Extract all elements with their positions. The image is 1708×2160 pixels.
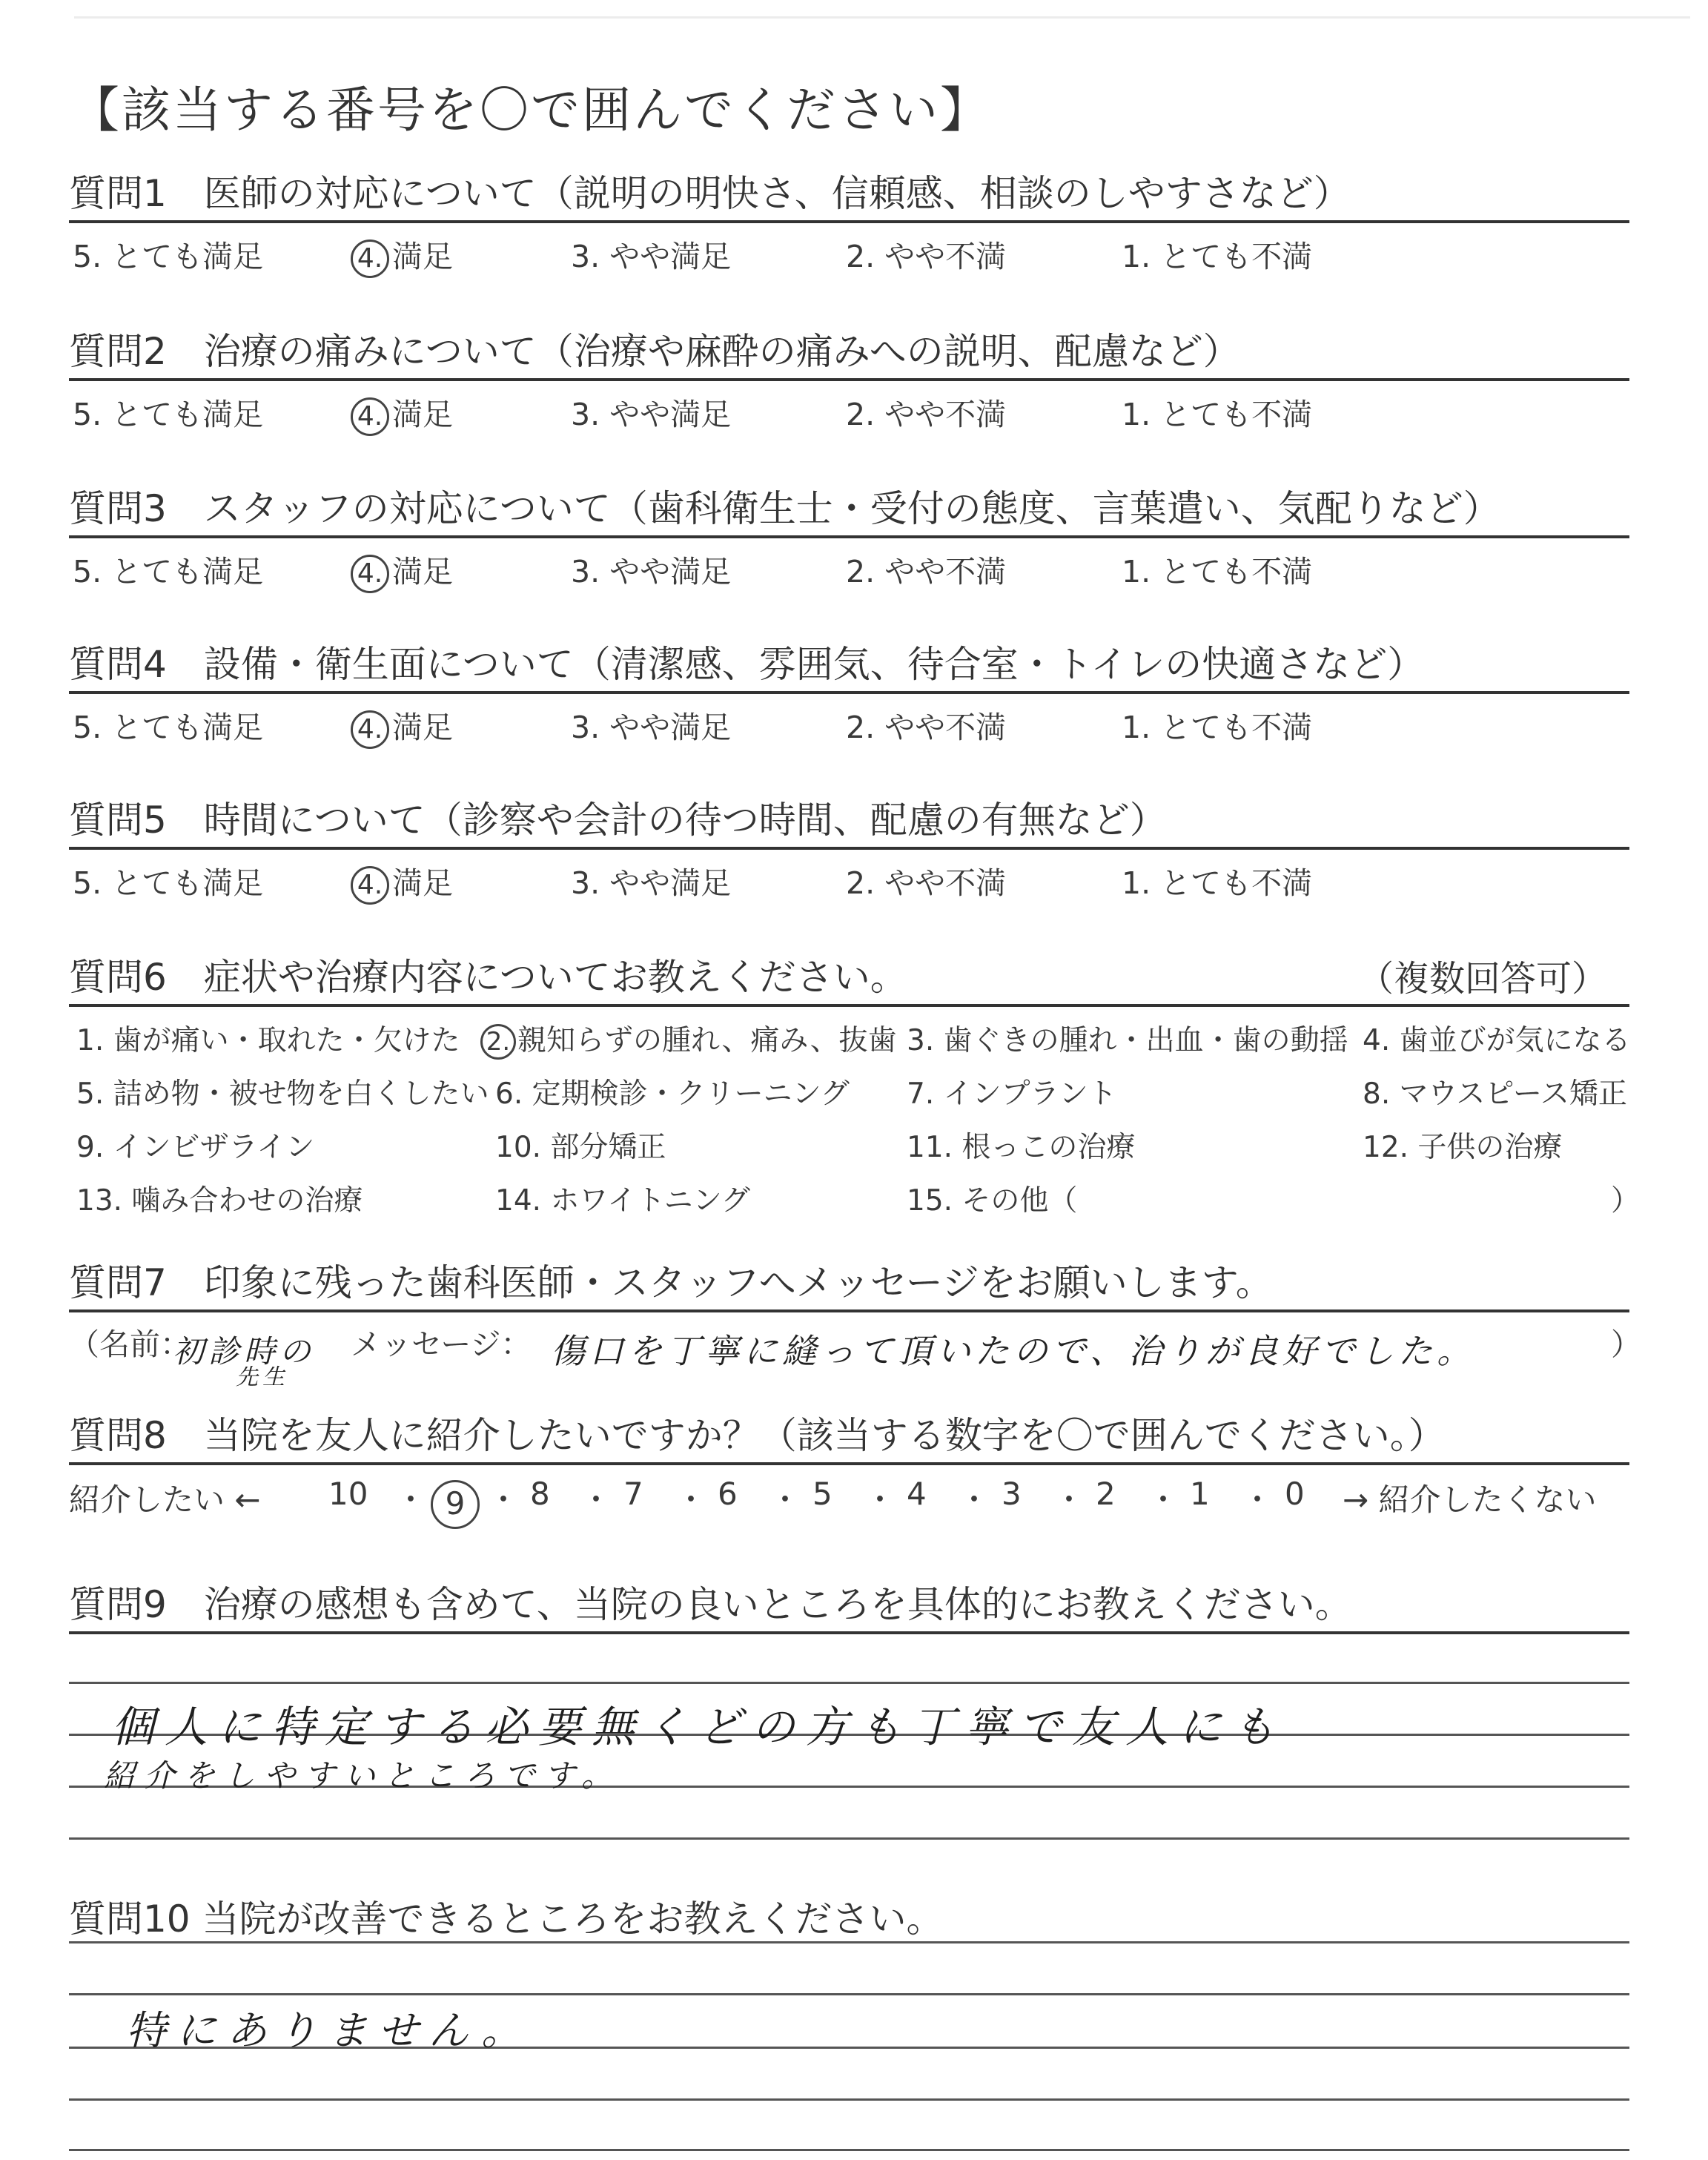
question-3 bbox=[69, 475, 1629, 590]
option-4-selected[interactable] bbox=[351, 547, 453, 593]
q6-option-10[interactable]: 10. 部分矯正 bbox=[495, 1131, 666, 1164]
scale-dot: ・ bbox=[1148, 1482, 1179, 1518]
q7-close-paren: ） bbox=[1611, 1327, 1641, 1362]
message-label: メッセージ： bbox=[351, 1327, 532, 1362]
question-5 bbox=[69, 786, 1629, 902]
question-9-header bbox=[69, 1571, 1629, 1634]
selected-circle: 4. bbox=[351, 240, 389, 278]
option-1[interactable]: 1. とても不満 bbox=[1122, 397, 1313, 432]
question-4-header bbox=[69, 630, 1629, 694]
option-4-label: 満足 bbox=[392, 554, 453, 589]
selected-circle: 4. bbox=[351, 397, 389, 436]
selected-circle: 2. bbox=[480, 1024, 516, 1060]
q6-option-8[interactable]: 8. マウスピース矯正 bbox=[1363, 1077, 1627, 1111]
option-2[interactable]: 2. やや不満 bbox=[846, 865, 1007, 901]
answer-line bbox=[69, 1993, 1629, 1995]
q6-option-15[interactable]: 15. その他（ bbox=[907, 1184, 1078, 1218]
q10-answer[interactable]: 特にありません。 bbox=[126, 2007, 532, 2054]
q6-option-14[interactable]: 14. ホワイトニング bbox=[495, 1184, 750, 1218]
q6-option-3[interactable]: 3. 歯ぐきの腫れ・出血・歯の動揺 bbox=[907, 1024, 1348, 1057]
selected-circle: 4. bbox=[351, 710, 389, 749]
scale-dot: ・ bbox=[395, 1482, 427, 1518]
question-8-header bbox=[69, 1401, 1629, 1465]
option-2[interactable]: 2. やや不満 bbox=[846, 710, 1007, 745]
option-5[interactable]: 5. とても満足 bbox=[73, 554, 264, 589]
question-2 bbox=[69, 317, 1629, 433]
question-5-options bbox=[69, 850, 1629, 902]
question-6-options bbox=[69, 1007, 1641, 1222]
answer-line bbox=[69, 1941, 1629, 1943]
scale-7[interactable]: 7 bbox=[623, 1476, 643, 1512]
option-3[interactable]: 3. やや満足 bbox=[571, 554, 732, 589]
option-3[interactable]: 3. やや満足 bbox=[571, 397, 732, 432]
scale-6[interactable]: 6 bbox=[718, 1476, 738, 1512]
page-top-border bbox=[74, 16, 1690, 19]
option-5[interactable]: 5. とても満足 bbox=[73, 239, 264, 274]
option-3[interactable]: 3. やや満足 bbox=[571, 239, 732, 274]
page-title: 【該当する番号を〇で囲んでください】 bbox=[70, 82, 991, 139]
question-1-label: 質問1 医師の対応について（説明の明快さ、信頼感、相談のしやすさなど） bbox=[69, 172, 1351, 215]
question-7-header bbox=[69, 1249, 1629, 1312]
q6-option-2-label: 親知らずの腫れ、痛み、抜歯 bbox=[517, 1024, 897, 1057]
scale-5[interactable]: 5 bbox=[812, 1476, 833, 1512]
scale-dot: ・ bbox=[488, 1482, 520, 1518]
option-4-selected[interactable] bbox=[351, 390, 453, 436]
name-label: （名前： bbox=[69, 1327, 191, 1362]
question-4 bbox=[69, 630, 1629, 746]
scale-dot: ・ bbox=[959, 1482, 990, 1518]
question-7-answer-row bbox=[69, 1312, 1641, 1390]
question-3-options bbox=[69, 538, 1629, 590]
question-10-label: 質問10 当院が改善できるところをお教えください。 bbox=[69, 1898, 944, 1941]
scale-10[interactable]: 10 bbox=[328, 1476, 368, 1512]
option-3[interactable]: 3. やや満足 bbox=[571, 865, 732, 901]
question-6-label: 質問6 症状や治療内容についてお教えください。 bbox=[69, 956, 907, 999]
question-4-options bbox=[69, 694, 1629, 746]
option-5[interactable]: 5. とても満足 bbox=[73, 397, 264, 432]
q9-answer-line-2[interactable]: 紹介をしやすいところです。 bbox=[104, 1757, 622, 1794]
question-2-header bbox=[69, 317, 1629, 381]
message-handwritten-value[interactable]: 傷口を丁寧に縫って頂いたので、治りが良好でした。 bbox=[551, 1331, 1476, 1371]
scale-right-label: → 紹介したくない bbox=[1343, 1482, 1597, 1518]
option-4-label: 満足 bbox=[392, 397, 453, 432]
q6-option-9[interactable]: 9. インビザライン bbox=[76, 1131, 315, 1164]
option-2[interactable]: 2. やや不満 bbox=[846, 239, 1007, 274]
q6-option-2-selected[interactable] bbox=[480, 1017, 897, 1060]
selected-circle: 4. bbox=[351, 555, 389, 593]
option-4-selected[interactable] bbox=[351, 703, 453, 749]
question-10 bbox=[69, 1885, 1629, 1946]
answer-line bbox=[69, 1837, 1629, 1840]
q6-other-close-paren: ） bbox=[1611, 1184, 1641, 1218]
question-6 bbox=[69, 943, 1641, 1222]
option-2[interactable]: 2. やや不満 bbox=[846, 397, 1007, 432]
option-1[interactable]: 1. とても不満 bbox=[1122, 710, 1313, 745]
scale-4[interactable]: 4 bbox=[907, 1476, 927, 1512]
q6-option-11[interactable]: 11. 根っこの治療 bbox=[907, 1131, 1136, 1164]
scale-1[interactable]: 1 bbox=[1190, 1476, 1210, 1512]
scale-dot: ・ bbox=[864, 1482, 896, 1518]
q6-option-12[interactable]: 12. 子供の治療 bbox=[1363, 1131, 1563, 1164]
question-1-options bbox=[69, 223, 1629, 275]
option-2[interactable]: 2. やや不満 bbox=[846, 554, 1007, 589]
option-3[interactable]: 3. やや満足 bbox=[571, 710, 732, 745]
question-8-label: 質問8 当院を友人に紹介したいですか？（該当する数字を〇で囲んでください。） bbox=[69, 1414, 1446, 1457]
q6-option-7[interactable]: 7. インプラント bbox=[907, 1077, 1117, 1111]
question-3-header bbox=[69, 475, 1629, 538]
option-5[interactable]: 5. とても満足 bbox=[73, 865, 264, 901]
selected-circle: 4. bbox=[351, 866, 389, 905]
question-8 bbox=[69, 1401, 1629, 1522]
scale-3[interactable]: 3 bbox=[1002, 1476, 1022, 1512]
scale-dot: ・ bbox=[769, 1482, 801, 1518]
option-5[interactable]: 5. とても満足 bbox=[73, 710, 264, 745]
q6-option-1[interactable]: 1. 歯が痛い・取れた・欠けた bbox=[76, 1024, 460, 1057]
question-1-header bbox=[69, 159, 1629, 223]
q6-option-6[interactable]: 6. 定期検診・クリーニング bbox=[495, 1077, 850, 1111]
selected-circle: 9 bbox=[431, 1480, 480, 1529]
question-5-label: 質問5 時間について（診察や会計の待つ時間、配慮の有無など） bbox=[69, 799, 1167, 842]
question-7-label: 質問7 印象に残った歯科医師・スタッフへメッセージをお願いします。 bbox=[69, 1261, 1273, 1304]
option-4-label: 満足 bbox=[392, 865, 453, 901]
scale-dot: ・ bbox=[1242, 1482, 1274, 1518]
scale-dot: ・ bbox=[580, 1482, 612, 1518]
scale-0[interactable]: 0 bbox=[1285, 1476, 1305, 1512]
option-1[interactable]: 1. とても不満 bbox=[1122, 239, 1313, 274]
recommend-scale bbox=[69, 1465, 1629, 1522]
answer-line bbox=[69, 2098, 1629, 2101]
question-5-header bbox=[69, 786, 1629, 850]
question-9-label: 質問9 治療の感想も含めて、当院の良いところを具体的にお教えください。 bbox=[69, 1583, 1352, 1626]
question-10-header bbox=[69, 1885, 1629, 1946]
scale-dot: ・ bbox=[1053, 1482, 1085, 1518]
question-9 bbox=[69, 1571, 1629, 1634]
scale-8[interactable]: 8 bbox=[530, 1476, 550, 1512]
q6-option-4[interactable]: 4. 歯並びが気になる bbox=[1363, 1024, 1631, 1057]
question-7 bbox=[69, 1249, 1641, 1390]
option-4-label: 満足 bbox=[392, 239, 453, 274]
option-4-selected[interactable] bbox=[351, 859, 453, 905]
option-4-label: 満足 bbox=[392, 710, 453, 745]
q6-option-13[interactable]: 13. 噛み合わせの治療 bbox=[76, 1184, 363, 1218]
option-1[interactable]: 1. とても不満 bbox=[1122, 554, 1313, 589]
question-2-label: 質問2 治療の痛みについて（治療や麻酔の痛みへの説明、配慮など） bbox=[69, 330, 1240, 373]
multiple-answers-note: （複数回答可） bbox=[1357, 958, 1607, 1000]
option-1[interactable]: 1. とても不満 bbox=[1122, 865, 1313, 901]
scale-2[interactable]: 2 bbox=[1096, 1476, 1116, 1512]
option-4-selected[interactable] bbox=[351, 232, 453, 278]
question-2-options bbox=[69, 381, 1629, 433]
question-1 bbox=[69, 159, 1629, 275]
question-4-label: 質問4 設備・衛生面について（清潔感、雰囲気、待合室・トイレの快適さなど） bbox=[69, 643, 1425, 686]
q9-answer-line-1[interactable]: 個人に特定する必要無くどの方も丁寧で友人にも bbox=[111, 1702, 1286, 1752]
question-6-header bbox=[69, 943, 1629, 1007]
q6-option-5[interactable]: 5. 詰め物・被せ物を白くしたい bbox=[76, 1077, 489, 1111]
name-handwritten-value[interactable]: 初診時の bbox=[173, 1333, 316, 1370]
answer-line bbox=[69, 1682, 1629, 1684]
name-handwritten-value-2: 先生 bbox=[236, 1364, 289, 1390]
scale-left-label: 紹介したい ← bbox=[69, 1482, 261, 1518]
scale-dot: ・ bbox=[675, 1482, 707, 1518]
question-3-label: 質問3 スタッフの対応について（歯科衛生士・受付の態度、言葉遣い、気配りなど） bbox=[69, 487, 1500, 530]
answer-line bbox=[69, 2149, 1629, 2151]
